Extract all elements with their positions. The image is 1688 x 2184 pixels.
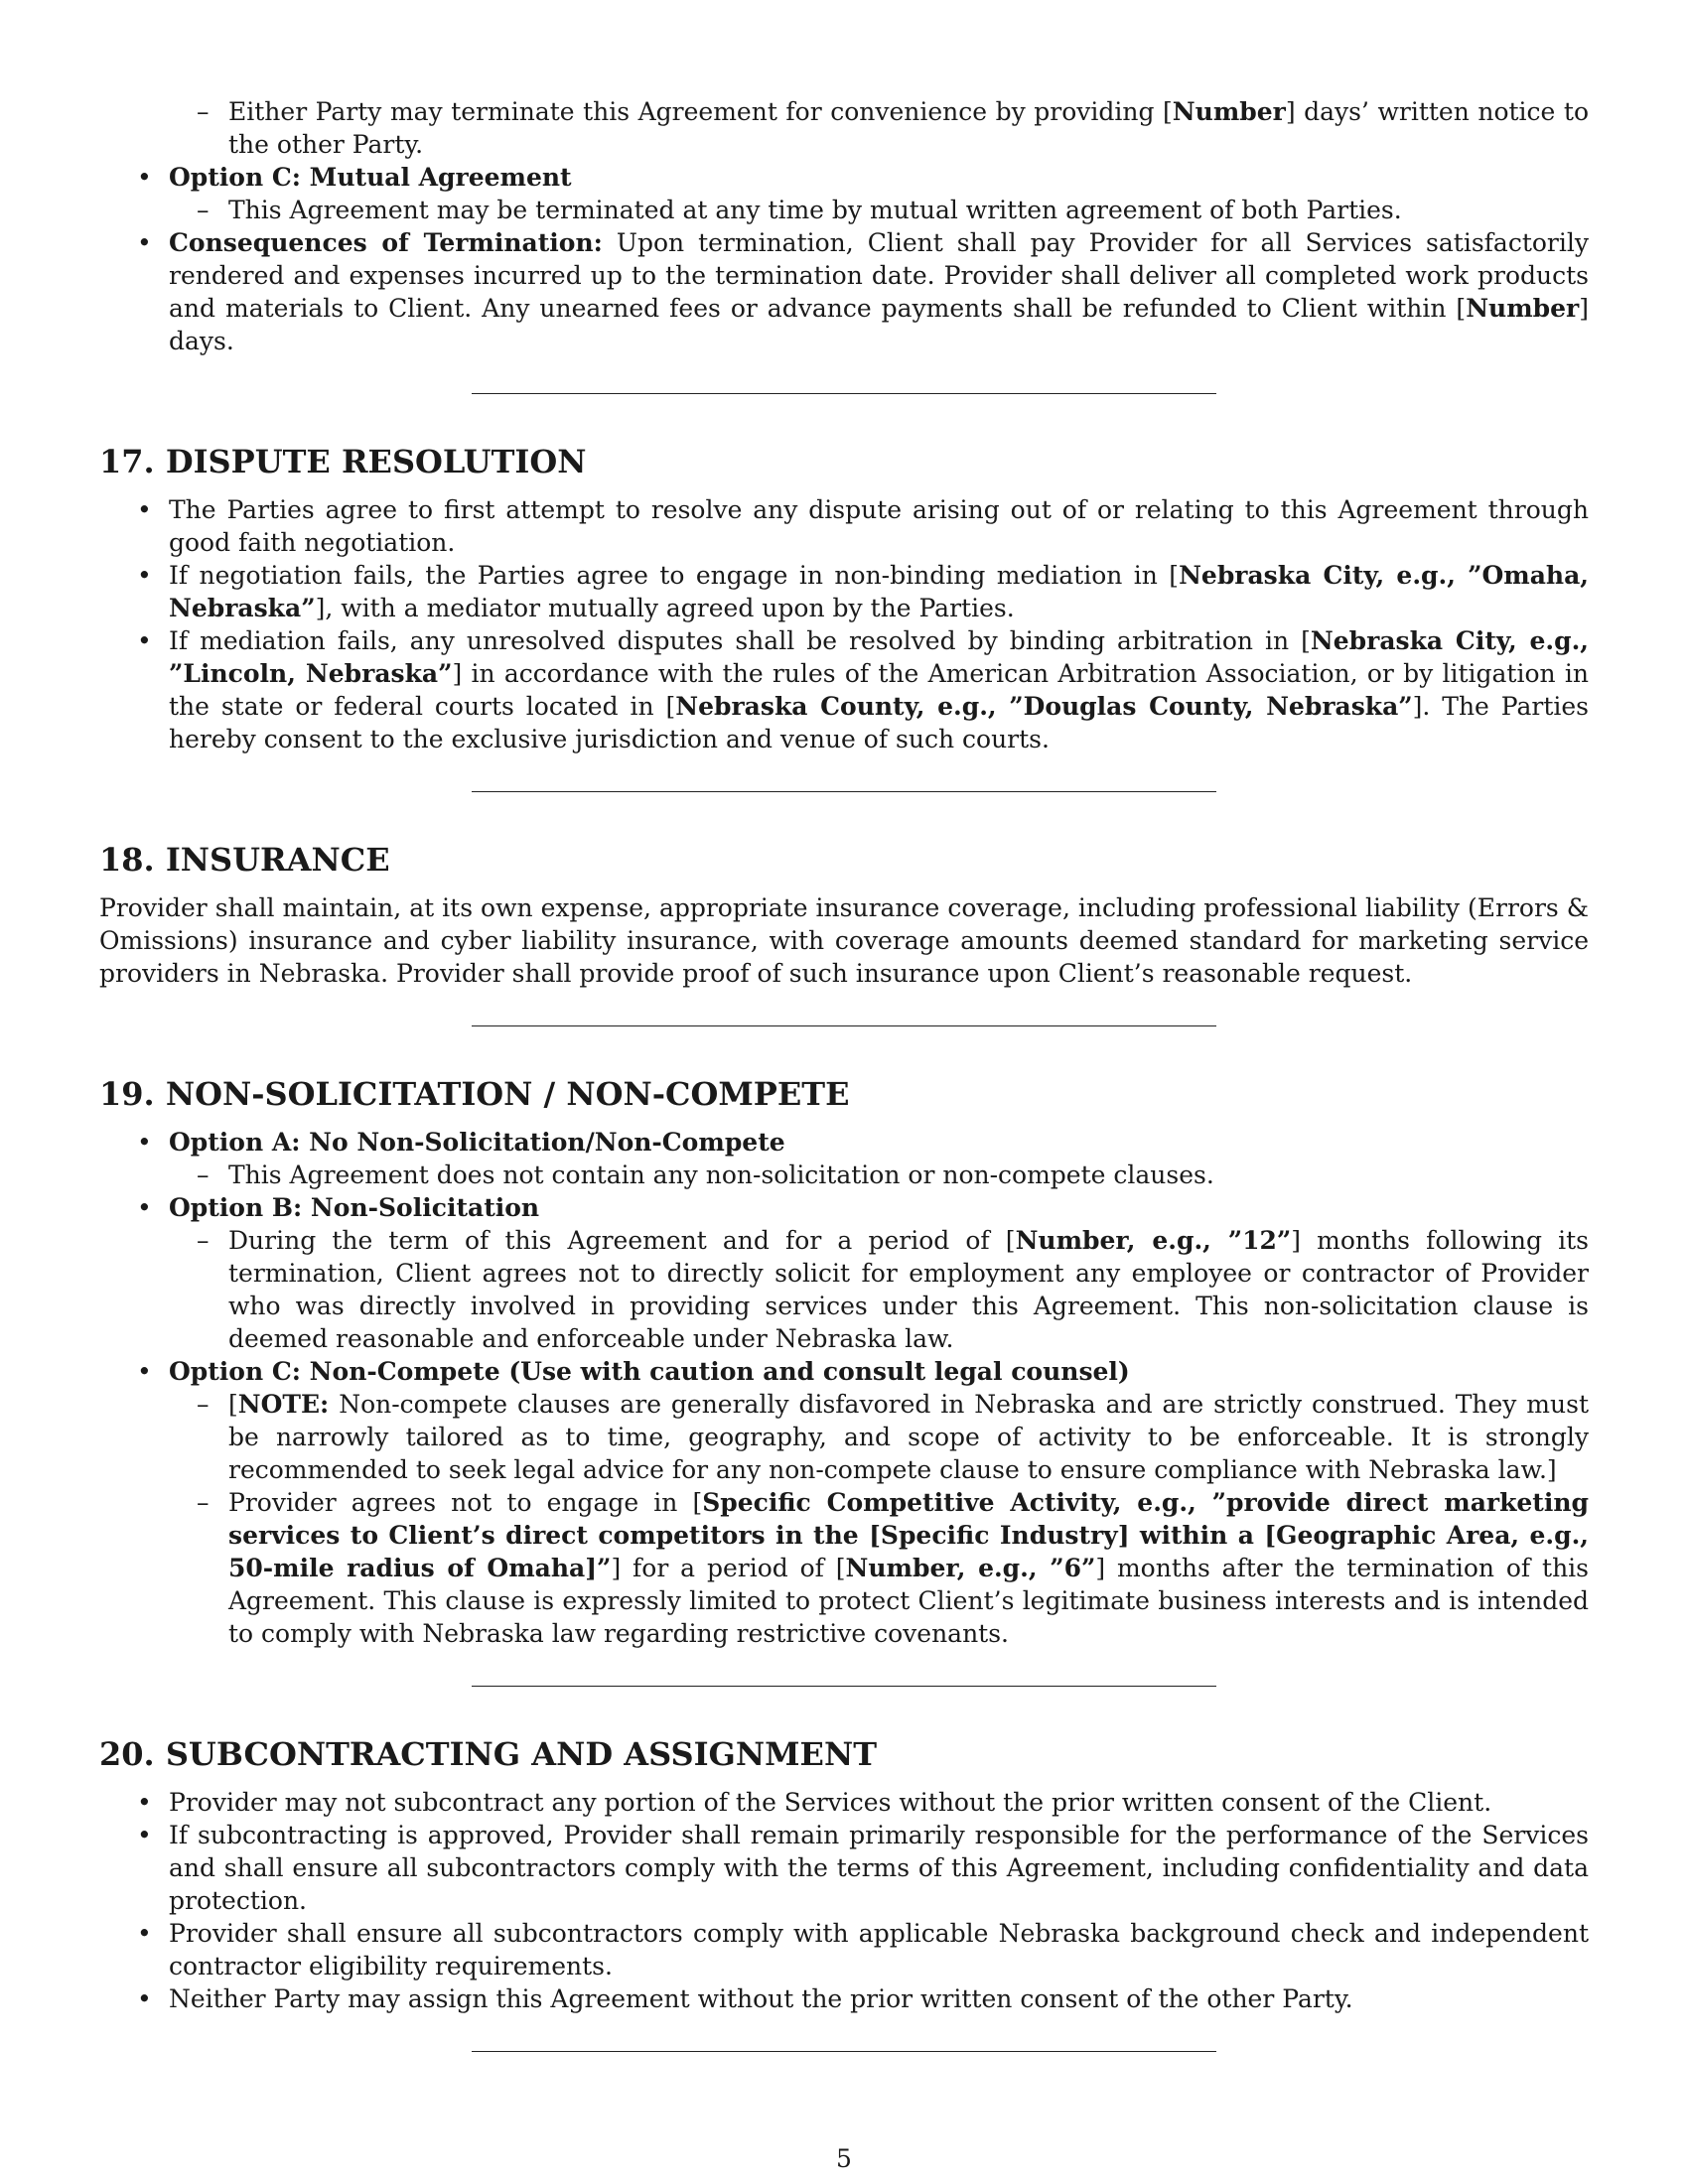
list-item: • Option C: Mutual Agreement xyxy=(99,161,1589,194)
list-item: • If negotiation fails, the Parties agree to engage in non-binding mediation in [Nebraska City, e.g., ”Omaha, Nebraska”], with a mediator mutually agreed upon by the Parties. xyxy=(99,559,1589,624)
list-item: • If subcontracting is approved, Provider shall remain primarily responsible for the performance of the Services and shall ensure all subcontractors comply with the terms of this Agreement, including confidentiality and data protection. xyxy=(99,1819,1589,1917)
list-item: – Either Party may terminate this Agreement for convenience by providing [Number] days’ written notice to the other Party. xyxy=(99,95,1589,161)
list-item: • The Parties agree to first attempt to resolve any dispute arising out of or relating to this Agreement through good faith negotiation. xyxy=(99,493,1589,559)
list-item: • Option A: No Non-Solicitation/Non-Compete xyxy=(99,1126,1589,1159)
section-divider xyxy=(472,1025,1216,1026)
list-item: – [NOTE: Non-compete clauses are generally disfavored in Nebraska and are strictly construed. They must be narrowly tailored as to time, geography, and scope of activity to be enforceable. It is strongly recommended to seek legal advice for any non-compete clause to ensure compliance with Nebraska law.] xyxy=(99,1388,1589,1486)
section-divider xyxy=(472,393,1216,394)
termination-continuation xyxy=(99,95,1589,357)
list-item: • Option C: Non-Compete (Use with caution and consult legal counsel) xyxy=(99,1355,1589,1388)
section-divider xyxy=(472,2051,1216,2052)
section-divider xyxy=(472,791,1216,792)
list-item: • Neither Party may assign this Agreement without the prior written consent of the other Party. xyxy=(99,1982,1589,2015)
list-item: • Option B: Non-Solicitation xyxy=(99,1191,1589,1224)
section-heading: 19. NON-SOLICITATION / NON-COMPETE xyxy=(99,1075,850,1113)
list-item: – This Agreement does not contain any non-solicitation or non-compete clauses. xyxy=(99,1159,1589,1191)
list-item: – This Agreement may be terminated at any time by mutual written agreement of both Parties. xyxy=(99,194,1589,226)
page-number: 5 xyxy=(836,2144,852,2173)
dispute-resolution-list xyxy=(99,493,1589,755)
section-heading: 18. INSURANCE xyxy=(99,841,390,879)
list-item: – Provider agrees not to engage in [Specific Competitive Activity, e.g., ”provide direct marketing services to Client’s direct competitors in the [Specific Industry] within a [Geographic Area, e.g., 50-mile radius of Omaha]”] for a period of [Number, e.g., ”6”] months after the termination of this Agreement. This clause is expressly limited to protect Client’s legitimate business interests and is intended to comply with Nebraska law regarding restrictive covenants. xyxy=(99,1486,1589,1650)
insurance-paragraph: Provider shall maintain, at its own expense, appropriate insurance coverage, including professional liability (Errors & Omissions) insurance and cyber liability insurance, with coverage amounts deemed standard for marketing service providers in Nebraska. Provider shall provide proof of such insurance upon Client’s reasonable request. xyxy=(99,893,1589,988)
section-divider xyxy=(472,1686,1216,1687)
list-item: • Consequences of Termination: Upon termination, Client shall pay Provider for all Services satisfactorily rendered and expenses incurred up to the termination date. Provider shall deliver all completed work products and materials to Client. Any unearned fees or advance payments shall be refunded to Client within [Number] days. xyxy=(99,226,1589,357)
list-item: • If mediation fails, any unresolved disputes shall be resolved by binding arbitration in [Nebraska City, e.g., ”Lincoln, Nebraska”] in accordance with the rules of the American Arbitration Association, or by litigation in the state or federal courts located in [Nebraska County, e.g., ”Douglas County, Nebraska”]. The Parties hereby consent to the exclusive jurisdiction and venue of such courts. xyxy=(99,624,1589,755)
list-item: – During the term of this Agreement and for a period of [Number, e.g., ”12”] months following its termination, Client agrees not to directly solicit for employment any employee or contractor of Provider who was directly involved in providing services under this Agreement. This non-solicitation clause is deemed reasonable and enforceable under Nebraska law. xyxy=(99,1224,1589,1355)
list-item: • Provider shall ensure all subcontractors comply with applicable Nebraska background check and independent contractor eligibility requirements. xyxy=(99,1917,1589,1982)
document-page xyxy=(99,95,1589,2100)
subcontracting-list xyxy=(99,1786,1589,2015)
section-heading: 17. DISPUTE RESOLUTION xyxy=(99,443,587,480)
list-item: • Provider may not subcontract any portion of the Services without the prior written consent of the Client. xyxy=(99,1786,1589,1819)
non-compete-list xyxy=(99,1126,1589,1650)
section-heading: 20. SUBCONTRACTING AND ASSIGNMENT xyxy=(99,1735,877,1773)
